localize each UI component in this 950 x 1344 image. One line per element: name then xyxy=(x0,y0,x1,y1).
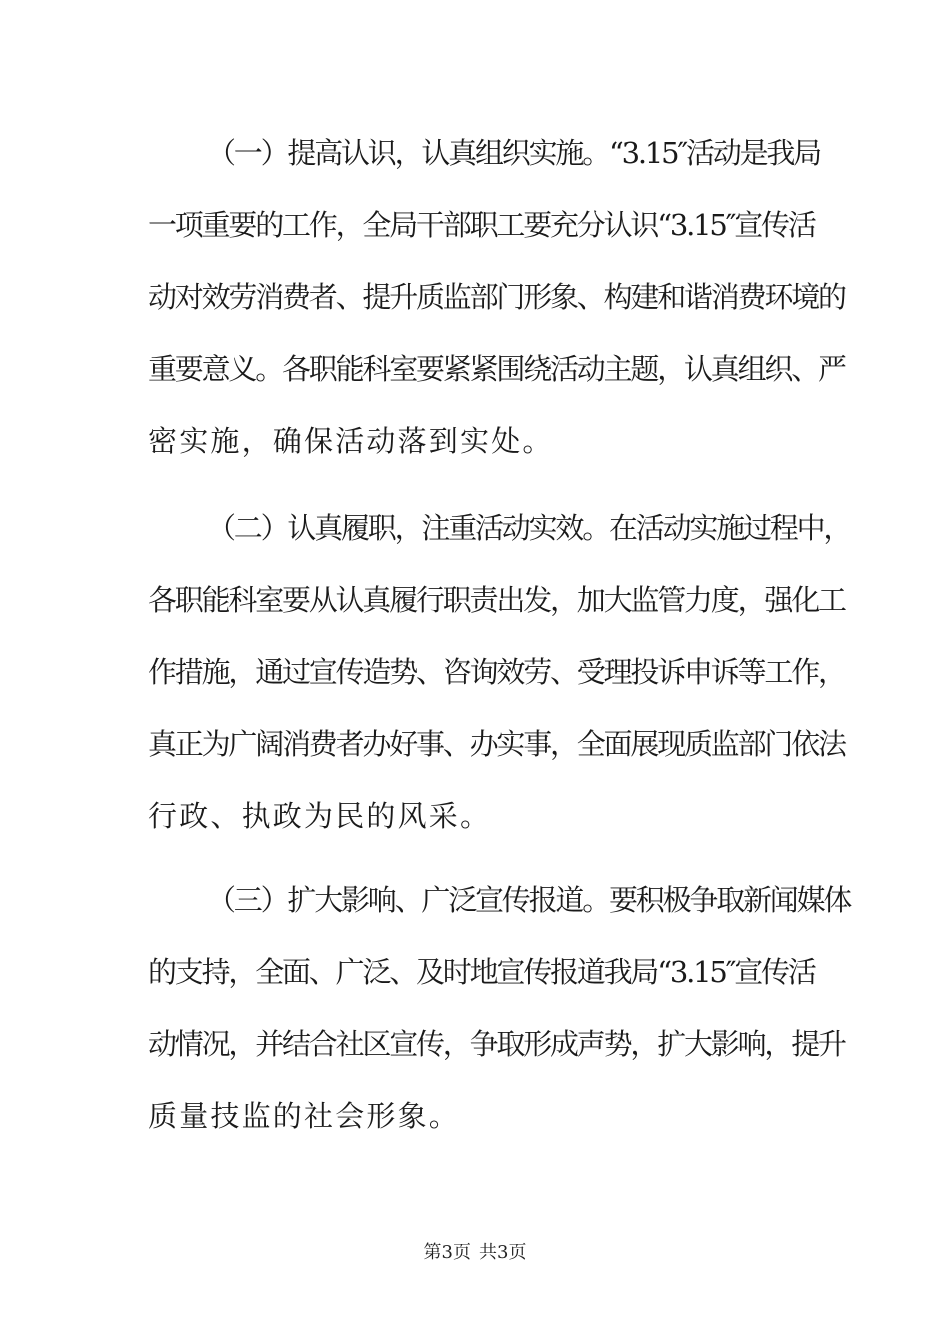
paragraph-3-line-2: 的支持，全面、广泛、及时地宣传报道我局“3.15″宣传活 xyxy=(148,955,815,989)
page-number: 第3页 xyxy=(423,1242,471,1263)
paragraph-3-line-4: 质量技监的社会形象。 xyxy=(148,1099,461,1133)
paragraph-2-line-1: （二）认真履职，注重活动实效。在活动实施过程中， xyxy=(207,511,851,545)
paragraph-1-line-4: 重要意义。各职能科室要紧紧围绕活动主题，认真组织、严 xyxy=(148,352,845,386)
paragraph-1-line-3: 动对效劳消费者、提升质监部门形象、构建和谐消费环境的 xyxy=(148,280,845,314)
paragraph-2-line-4: 真正为广阔消费者办好事、办实事，全面展现质监部门依法 xyxy=(148,727,845,761)
page-footer xyxy=(0,1241,950,1265)
paragraph-1-line-5: 密实施，确保活动落到实处。 xyxy=(148,424,554,458)
paragraph-1-line-1: （一）提高认识，认真组织实施。“3.15″活动是我局 xyxy=(207,136,821,170)
paragraph-1-line-2: 一项重要的工作，全局干部职工要充分认识“3.15″宣传活 xyxy=(148,208,815,242)
paragraph-2-line-5: 行政、执政为民的风采。 xyxy=(148,799,492,833)
paragraph-2-line-2: 各职能科室要从认真履行职责出发，加大监管力度，强化工 xyxy=(148,583,845,617)
paragraph-3-line-1: （三）扩大影响、广泛宣传报道。要积极争取新闻媒体 xyxy=(207,883,851,917)
paragraph-3-line-3: 动情况，并结合社区宣传，争取形成声势，扩大影响，提升 xyxy=(148,1027,845,1061)
page-total: 共3页 xyxy=(479,1242,527,1263)
paragraph-2-line-3: 作措施，通过宣传造势、咨询效劳、受理投诉申诉等工作， xyxy=(148,655,845,689)
